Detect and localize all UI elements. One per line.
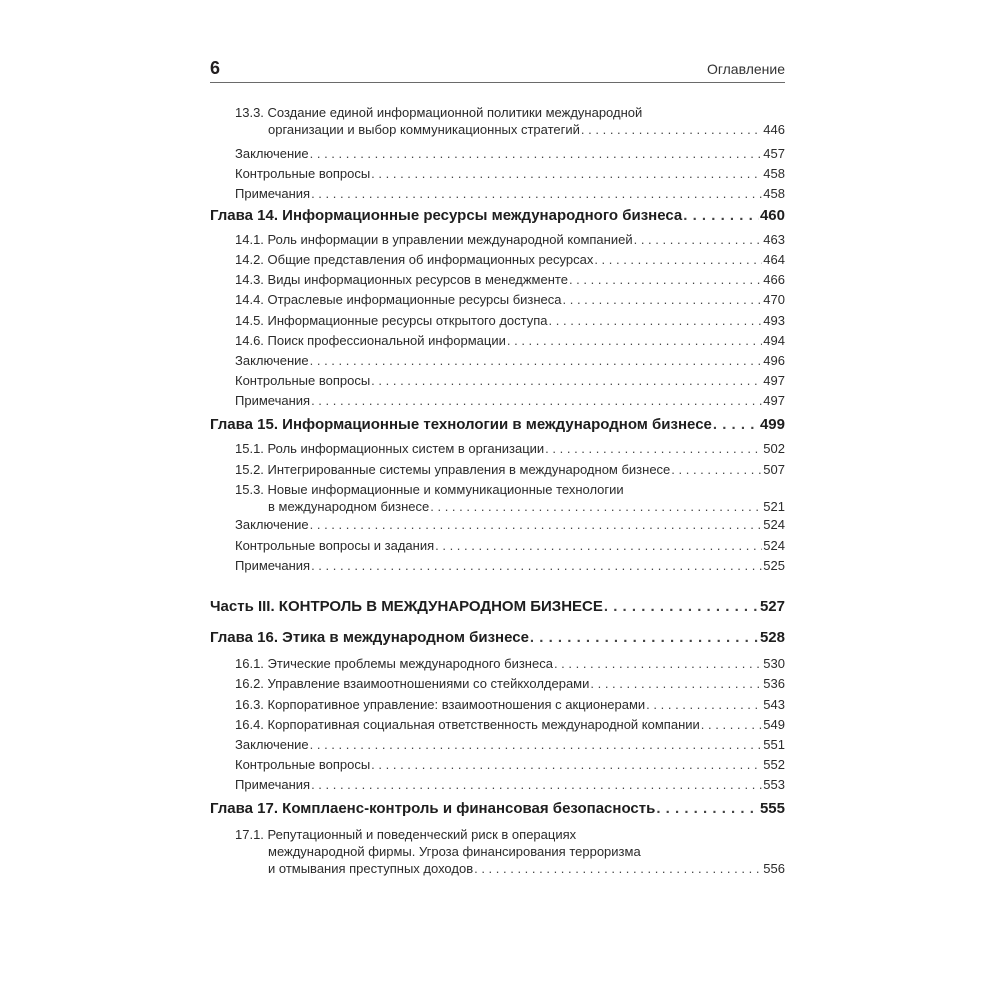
toc-section-entry[interactable] xyxy=(210,736,785,753)
toc-section-entry[interactable] xyxy=(210,461,785,478)
toc-chapter-entry[interactable] xyxy=(210,628,785,647)
toc-page-number: 553 xyxy=(763,777,785,792)
toc-entry-line xyxy=(235,121,785,138)
toc-entry-title: 14.4. Отраслевые информационные ресурсы бизнеса xyxy=(235,292,562,307)
toc-entry-title: Глава 15. Информационные технологии в международном бизнесе xyxy=(210,416,712,433)
dot-leader xyxy=(371,756,762,773)
toc-page-number: 457 xyxy=(763,146,785,161)
toc-entry-title: 13.3. Создание единой информационной политики международной xyxy=(235,105,643,120)
toc-section-entry[interactable] xyxy=(210,826,785,877)
toc-entry-line xyxy=(210,206,785,225)
toc-entry-title: Контрольные вопросы xyxy=(235,373,371,388)
toc-page-number: 525 xyxy=(763,558,785,573)
toc-page-number: 536 xyxy=(763,676,785,691)
toc-entry-title: в международном бизнесе xyxy=(268,499,430,514)
toc-entry-line xyxy=(235,736,785,753)
toc-entry-line xyxy=(235,185,785,202)
toc-entry-line xyxy=(235,461,785,478)
toc-entry-line xyxy=(235,352,785,369)
toc-page-number: 458 xyxy=(763,186,785,201)
page-header xyxy=(210,58,785,83)
dot-leader xyxy=(371,372,762,389)
toc-entry-line xyxy=(235,332,785,349)
toc-entry-line xyxy=(235,165,785,182)
toc-entry-title: 16.4. Корпоративная социальная ответственность международной компании xyxy=(235,717,700,732)
dot-leader xyxy=(701,716,763,733)
toc-entry-line xyxy=(210,628,785,647)
dot-leader xyxy=(545,440,762,457)
dot-leader xyxy=(507,332,762,349)
toc-page-number: 552 xyxy=(763,757,785,772)
toc-entry-line xyxy=(235,372,785,389)
toc-page-number: 497 xyxy=(763,393,785,408)
toc-page-number: 556 xyxy=(763,861,785,876)
toc-chapter-entry[interactable] xyxy=(210,597,785,616)
dot-leader xyxy=(549,312,763,329)
dot-leader xyxy=(683,206,759,225)
toc-section-entry[interactable] xyxy=(210,716,785,733)
toc-entry-line xyxy=(235,251,785,268)
toc-chapter-entry[interactable] xyxy=(210,206,785,225)
toc-page-number: 470 xyxy=(763,292,785,307)
toc-page-number: 502 xyxy=(763,441,785,456)
toc-entry-line xyxy=(235,756,785,773)
toc-section-entry[interactable] xyxy=(210,291,785,308)
toc-section-entry[interactable] xyxy=(210,557,785,574)
toc-page-number: 524 xyxy=(763,517,785,532)
toc-page-number: 521 xyxy=(763,499,785,514)
toc-entry-line xyxy=(235,716,785,733)
toc-section-entry[interactable] xyxy=(210,440,785,457)
toc-section-entry[interactable] xyxy=(210,145,785,162)
toc-entry-line xyxy=(235,516,785,533)
dot-leader xyxy=(671,461,762,478)
toc-entry-title: 15.1. Роль информационных систем в организации xyxy=(235,441,545,456)
toc-section-entry[interactable] xyxy=(210,537,785,554)
dot-leader xyxy=(554,655,762,672)
toc-entry-title: 14.1. Роль информации в управлении международной компанией xyxy=(235,232,633,247)
dot-leader xyxy=(310,145,763,162)
toc-page-number: 458 xyxy=(763,166,785,181)
toc-section-entry[interactable] xyxy=(210,776,785,793)
toc-page-number: 464 xyxy=(763,252,785,267)
toc-entry-title: 16.2. Управление взаимоотношениями со стейкхолдерами xyxy=(235,676,590,691)
toc-entry-line xyxy=(235,312,785,329)
toc-section-entry[interactable] xyxy=(210,332,785,349)
toc-entry-line xyxy=(235,537,785,554)
toc-entry-title: 15.3. Новые информационные и коммуникационные технологии xyxy=(235,482,624,497)
toc-entry-title: 16.1. Этические проблемы международного бизнеса xyxy=(235,656,553,671)
toc-page-number: 446 xyxy=(763,122,785,137)
toc-entry-title: Заключение xyxy=(235,353,309,368)
toc-page-number: 499 xyxy=(759,416,785,433)
toc-entry-line xyxy=(235,843,785,860)
toc-entry-title: 14.5. Информационные ресурсы открытого доступа xyxy=(235,313,548,328)
toc-entry-title: Заключение xyxy=(235,737,309,752)
toc-entry-line xyxy=(235,291,785,308)
toc-page-number: 524 xyxy=(763,538,785,553)
toc-entry-title: 15.2. Интегрированные системы управления в международном бизнесе xyxy=(235,462,671,477)
toc-entry-title: Примечания xyxy=(235,186,311,201)
toc-page-number: 528 xyxy=(759,629,785,646)
toc-section-entry[interactable] xyxy=(210,756,785,773)
toc-page-number: 549 xyxy=(763,717,785,732)
toc-entry-title: 17.1. Репутационный и поведенческий риск в операциях xyxy=(235,827,577,842)
toc-entry-line xyxy=(235,860,785,877)
toc-section-entry[interactable] xyxy=(210,696,785,713)
dot-leader xyxy=(430,498,762,515)
dot-leader xyxy=(310,736,763,753)
toc-page-number: 493 xyxy=(763,313,785,328)
toc-entry-title: Примечания xyxy=(235,777,311,792)
dot-leader xyxy=(646,696,762,713)
toc-entry-title: 14.3. Виды информационных ресурсов в менеджменте xyxy=(235,272,568,287)
dot-leader xyxy=(474,860,762,877)
toc-page-number: 507 xyxy=(763,462,785,477)
toc-entry-line xyxy=(235,145,785,162)
toc-entry-line xyxy=(235,498,785,515)
toc-entry-title: Примечания xyxy=(235,393,311,408)
toc-page-number: 527 xyxy=(759,598,785,615)
toc-section-entry[interactable] xyxy=(210,165,785,182)
toc-entry-title: Часть III. КОНТРОЛЬ В МЕЖДУНАРОДНОМ БИЗНЕСЕ xyxy=(210,598,603,615)
toc-page-number: 530 xyxy=(763,656,785,671)
toc-page-number: 494 xyxy=(763,333,785,348)
toc-entry-title: Контрольные вопросы xyxy=(235,166,371,181)
dot-leader xyxy=(713,415,759,434)
toc-section-entry[interactable] xyxy=(210,352,785,369)
dot-leader xyxy=(590,675,762,692)
toc-entry-title: 16.3. Корпоративное управление: взаимоотношения с акционерами xyxy=(235,697,646,712)
running-title: Оглавление xyxy=(706,61,785,77)
toc-entry-title: Глава 14. Информационные ресурсы международного бизнеса xyxy=(210,207,683,224)
dot-leader xyxy=(310,352,763,369)
toc-page-number: 551 xyxy=(763,737,785,752)
toc-section-entry[interactable] xyxy=(210,185,785,202)
dot-leader xyxy=(310,516,763,533)
toc-entry-line xyxy=(235,776,785,793)
dot-leader xyxy=(634,231,763,248)
dot-leader xyxy=(311,185,762,202)
toc-entry-title: Заключение xyxy=(235,517,309,532)
toc-page-number: 463 xyxy=(763,232,785,247)
dot-leader xyxy=(371,165,762,182)
toc-entry-title: и отмывания преступных доходов xyxy=(268,861,474,876)
dot-leader xyxy=(311,557,762,574)
toc-entry-title: 14.6. Поиск профессиональной информации xyxy=(235,333,506,348)
toc-page-number: 497 xyxy=(763,373,785,388)
dot-leader xyxy=(311,776,762,793)
toc-page-number: 543 xyxy=(763,697,785,712)
toc-section-entry[interactable] xyxy=(210,481,785,515)
toc-entry-line xyxy=(235,826,785,843)
toc-entry-title: Глава 17. Комплаенс-контроль и финансовая безопасность xyxy=(210,800,656,817)
dot-leader xyxy=(569,271,762,288)
toc-entry-line xyxy=(210,799,785,818)
toc-chapter-entry[interactable] xyxy=(210,799,785,818)
toc-entry-line xyxy=(235,481,785,498)
dot-leader xyxy=(656,799,759,818)
toc-entry-line xyxy=(210,415,785,434)
dot-leader xyxy=(604,597,759,616)
toc-entry-title: Заключение xyxy=(235,146,309,161)
toc-section-entry[interactable] xyxy=(210,372,785,389)
dot-leader xyxy=(581,121,762,138)
toc-section-entry[interactable] xyxy=(210,655,785,672)
toc-entry-line xyxy=(235,231,785,248)
dot-leader xyxy=(530,628,759,647)
toc-section-entry[interactable] xyxy=(210,104,785,138)
toc-page-number: 555 xyxy=(759,800,785,817)
toc-entry-line xyxy=(235,675,785,692)
toc-entry-line xyxy=(235,271,785,288)
toc-entry-title: 14.2. Общие представления об информационных ресурсах xyxy=(235,252,594,267)
toc-section-entry[interactable] xyxy=(210,516,785,533)
toc-section-entry[interactable] xyxy=(210,675,785,692)
toc-entry-line xyxy=(235,392,785,409)
toc-page-number: 466 xyxy=(763,272,785,287)
toc-page-number: 460 xyxy=(759,207,785,224)
toc-section-entry[interactable] xyxy=(210,392,785,409)
dot-leader xyxy=(435,537,762,554)
dot-leader xyxy=(563,291,763,308)
toc-section-entry[interactable] xyxy=(210,312,785,329)
toc-entry-title: Глава 16. Этика в международном бизнесе xyxy=(210,629,529,646)
toc-entry-line xyxy=(235,557,785,574)
dot-leader xyxy=(311,392,762,409)
toc-entry-title: Примечания xyxy=(235,558,311,573)
toc-entry-line xyxy=(235,655,785,672)
toc-section-entry[interactable] xyxy=(210,231,785,248)
toc-chapter-entry[interactable] xyxy=(210,415,785,434)
toc-entry-line xyxy=(235,104,785,121)
toc-entry-title: международной фирмы. Угроза финансирования терроризма xyxy=(268,844,641,859)
page-number: 6 xyxy=(210,58,221,78)
toc-entry-line xyxy=(210,597,785,616)
toc-entry-title: Контрольные вопросы и задания xyxy=(235,538,435,553)
dot-leader xyxy=(594,251,762,268)
toc-entry-title: Контрольные вопросы xyxy=(235,757,371,772)
toc-entry-line xyxy=(235,440,785,457)
toc-section-entry[interactable] xyxy=(210,251,785,268)
toc-page-number: 496 xyxy=(763,353,785,368)
toc-entry-line xyxy=(235,696,785,713)
toc-entry-title: организации и выбор коммуникационных стратегий xyxy=(268,122,580,137)
toc-section-entry[interactable] xyxy=(210,271,785,288)
